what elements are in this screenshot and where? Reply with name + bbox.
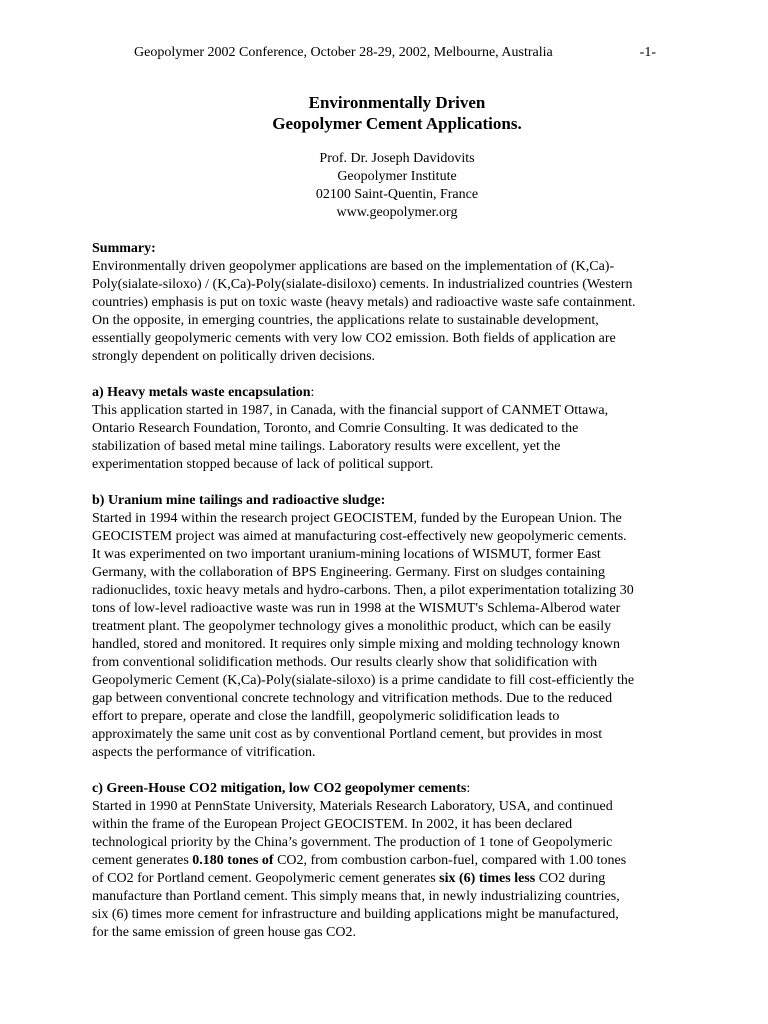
summary-line: On the opposite, in emerging countries, the applications relate to sustainable development, — [92, 313, 599, 328]
section-a-line: stabilization of based metal mine tailings. Laboratory results were excellent, yet the — [92, 439, 561, 454]
author-institute: Geopolymer Institute — [337, 169, 457, 184]
section-b-line: from conventional solidification methods. Our results clearly show that solidification with — [92, 655, 598, 670]
section-b-line: radionuclides, toxic heavy metals and hydro-carbons. Then, a pilot experimentation totalizing 30 — [92, 583, 634, 598]
section-b-line: handled, stored and monitored. It requires only simple mixing and molding technology known — [92, 637, 621, 652]
summary-paragraph — [92, 258, 702, 366]
page-number: -1- — [639, 45, 656, 60]
summary-heading: Summary: — [92, 241, 156, 256]
section-c-line: Started in 1990 at PennState University, Materials Research Laboratory, USA, and continued — [92, 799, 613, 814]
document-title — [92, 92, 702, 134]
section-b-line: treatment plant. The geopolymer technology gives a monolithic product, which can be easily — [92, 619, 612, 634]
section-c-heading-line — [92, 780, 702, 798]
section-c-line: technological priority by the China’s government. The production of 1 tone of Geopolymeric — [92, 835, 613, 850]
summary-line: essentially geopolymeric cements with very low CO2 emission. Both fields of application are — [92, 331, 616, 346]
section-c-paragraph — [92, 798, 702, 942]
summary-line: strongly dependent on politically driven decisions. — [92, 349, 376, 364]
section-b-heading: b) Uranium mine tailings and radioactive sludge: — [92, 493, 386, 508]
section-b-line: GEOCISTEM project was aimed at manufacturing cost-effectively new geopolymeric cements. — [92, 529, 627, 544]
section-c-line — [92, 870, 702, 888]
section-c-line: six (6) times more cement for infrastructure and building applications might be manufactured, — [92, 907, 619, 922]
title-line-2: Geopolymer Cement Applications. — [272, 114, 522, 133]
section-a-line: experimentation stopped because of lack of political support. — [92, 457, 434, 472]
author-name: Prof. Dr. Joseph Davidovits — [319, 151, 475, 166]
section-c-text: of CO2 for Portland cement. Geopolymeric cement generates — [92, 871, 440, 886]
section-b-line: gap between conventional concrete technology and vitrification methods. Due to the reduced — [92, 691, 613, 706]
summary-line: Poly(sialate-siloxo) / (K,Ca)-Poly(sialate-disiloxo) cements. In industrialized countries (Western — [92, 277, 633, 292]
author-address: 02100 Saint-Quentin, France — [315, 187, 479, 202]
section-a-line: This application started in 1987, in Canada, with the financial support of CANMET Ottawa, — [92, 403, 609, 418]
section-b-line: Geopolymeric Cement (K,Ca)-Poly(sialate-siloxo) is a prime candidate to fill cost-efficiently the — [92, 673, 635, 688]
summary-section — [92, 240, 702, 366]
section-c-heading: c) Green-House CO2 mitigation, low CO2 geopolymer cements — [92, 781, 467, 796]
conference-line: Geopolymer 2002 Conference, October 28-29, 2002, Melbourne, Australia — [134, 45, 553, 60]
document-page — [92, 44, 702, 942]
section-b-line: Started in 1994 within the research project GEOCISTEM, funded by the European Union. The — [92, 511, 622, 526]
section-heavy-metals — [92, 384, 702, 474]
section-b-line: Germany, with the collaboration of BPS Engineering. Germany. First on sludges containing — [92, 565, 605, 580]
summary-line: countries) emphasis is put on toxic waste (heavy metals) and radioactive waste safe containment. — [92, 295, 636, 310]
section-b-line: aspects the performance of vitrification. — [92, 745, 316, 760]
section-c-text: cement generates — [92, 853, 193, 868]
section-b-line: effort to prepare, operate and close the landfill, geopolymeric solidification leads to — [92, 709, 560, 724]
section-c-text: CO2, from combustion carbon-fuel, compared with 1.00 tones — [273, 853, 627, 868]
section-c-line — [92, 852, 702, 870]
section-c-line: within the frame of the European Project GEOCISTEM. In 2002, it has been declared — [92, 817, 573, 832]
section-b-line: approximately the same unit cost as by conventional Portland cement, but provides in most — [92, 727, 603, 742]
section-uranium — [92, 492, 702, 762]
section-c-emphasis: 0.180 tones of — [192, 853, 274, 868]
page-header — [92, 44, 702, 62]
author-website: www.geopolymer.org — [336, 205, 458, 220]
section-a-heading-suffix: : — [310, 385, 315, 400]
title-line-1: Environmentally Driven — [308, 93, 486, 112]
section-b-paragraph — [92, 510, 702, 762]
section-c-heading-suffix: : — [466, 781, 471, 796]
section-a-paragraph — [92, 402, 702, 474]
section-b-line: tons of low-level radioactive waste was run in 1998 at the WISMUT's Schlema-Alberod water — [92, 601, 621, 616]
section-c-line: manufacture than Portland cement. This simply means that, in newly industrializing countries, — [92, 889, 620, 904]
section-c-text: CO2 during — [535, 871, 606, 886]
section-a-heading: a) Heavy metals waste encapsulation — [92, 385, 311, 400]
section-co2-mitigation — [92, 780, 702, 942]
section-c-emphasis: six (6) times less — [439, 871, 536, 886]
author-block — [92, 150, 702, 222]
summary-line: Environmentally driven geopolymer applications are based on the implementation of (K,Ca)- — [92, 259, 615, 274]
section-c-line: for the same emission of green house gas CO2. — [92, 925, 356, 940]
section-a-heading-line — [92, 384, 702, 402]
section-b-line: It was experimented on two important uranium-mining locations of WISMUT, former East — [92, 547, 601, 562]
section-a-line: Ontario Research Foundation, Toronto, and Comrie Consulting. It was dedicated to the — [92, 421, 579, 436]
